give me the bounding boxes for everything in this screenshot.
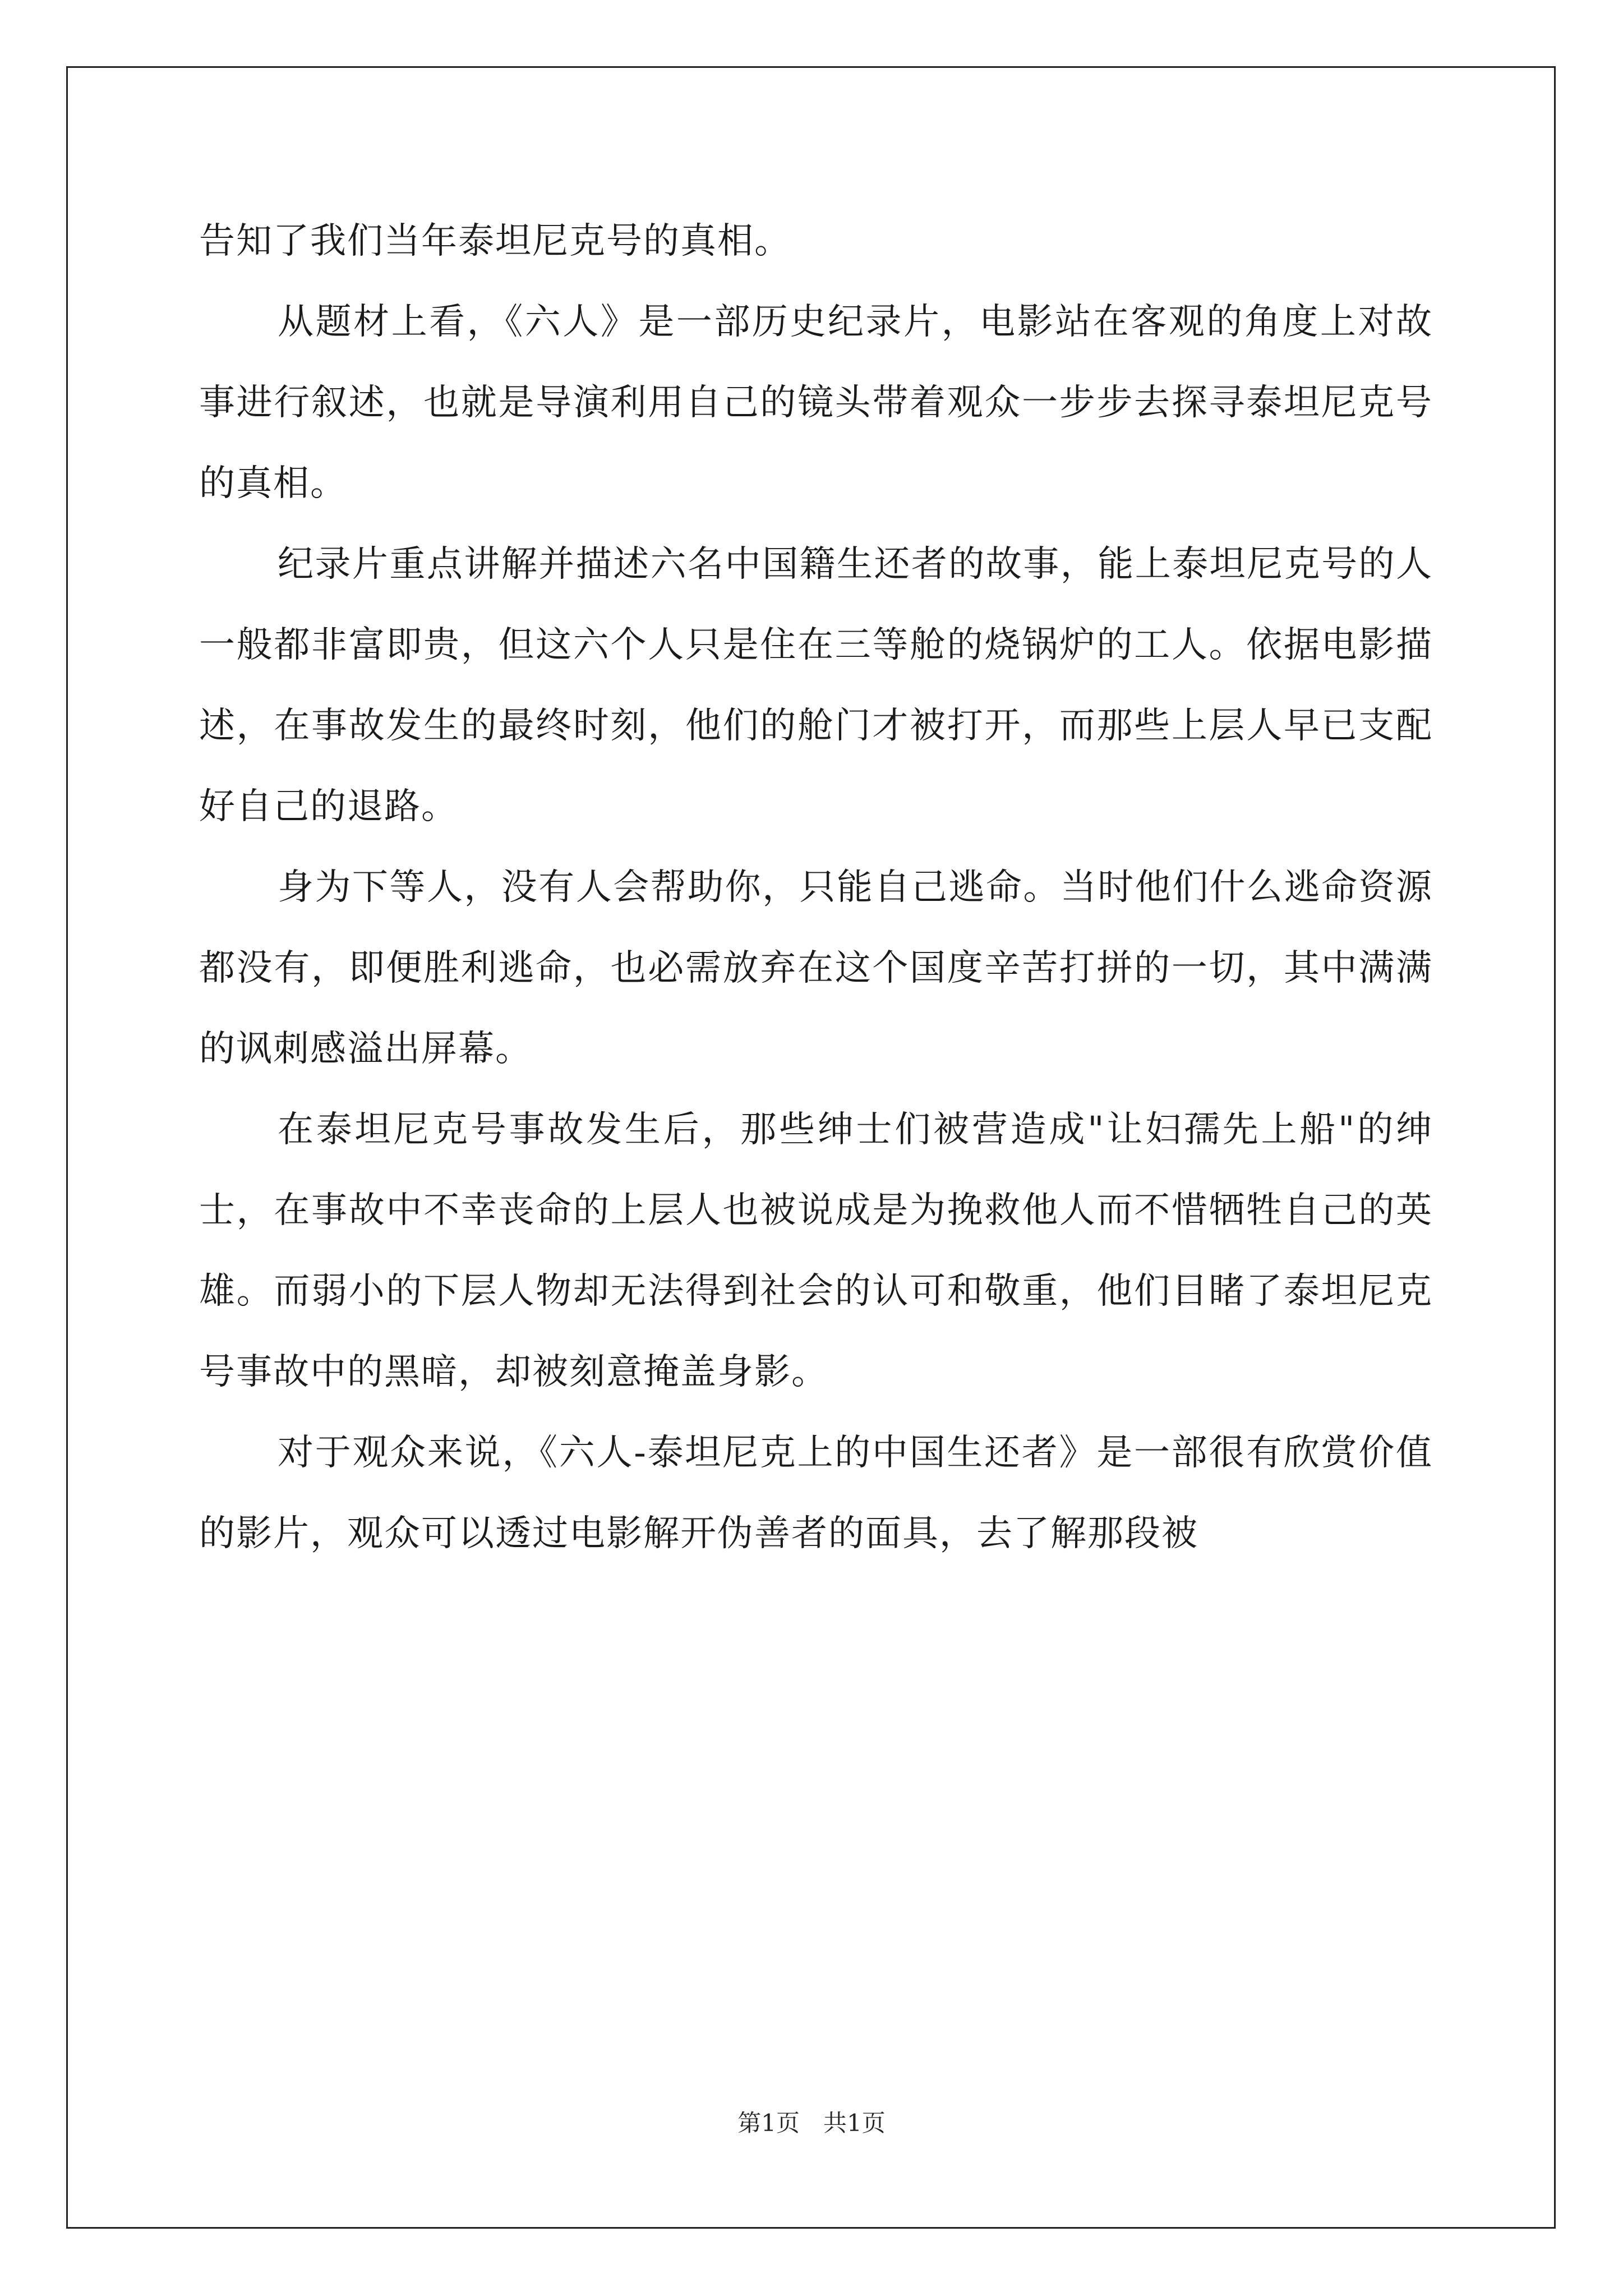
page-number-footer: 第1页 共1页 [737,2109,886,2137]
paragraph-4: 身为下等人，没有人会帮助你，只能自己逃命。当时他们什么逃命资源都没有，即便胜利逃命，也必需放弃在这个国度辛苦打拼的一切，其中满满的讽刺感溢出屏幕。 [199,867,1433,1070]
document-body [199,201,1433,1574]
paragraph-1: 告知了我们当年泰坦尼克号的真相。 [199,220,791,262]
paragraph-2: 从题材上看，《六人》是一部历史纪录片，电影站在客观的角度上对故事进行叙述，也就是导演利用自己的镜头带着观众一步步去探寻泰坦尼克号的真相。 [199,301,1433,504]
paragraph-6: 对于观众来说，《六人-泰坦尼克上的中国生还者》是一部很有欣赏价值的影片，观众可以透过电影解开伪善者的面具，去了解那段被 [199,1432,1433,1554]
paragraph-5: 在泰坦尼克号事故发生后，那些绅士们被营造成"让妇孺先上船"的绅士，在事故中不幸丧命的上层人也被说成是为挽救他人而不惜牺牲自己的英雄。而弱小的下层人物却无法得到社会的认可和敬重，他们目睹了泰坦尼克号事故中的黑暗，却被刻意掩盖身影。 [199,1109,1433,1393]
paragraph-3: 纪录片重点讲解并描述六名中国籍生还者的故事，能上泰坦尼克号的人一般都非富即贵，但这六个人只是住在三等舱的烧锅炉的工人。依据电影描述，在事故发生的最终时刻，他们的舱门才被打开，而那些上层人早已支配好自己的退路。 [199,544,1433,827]
